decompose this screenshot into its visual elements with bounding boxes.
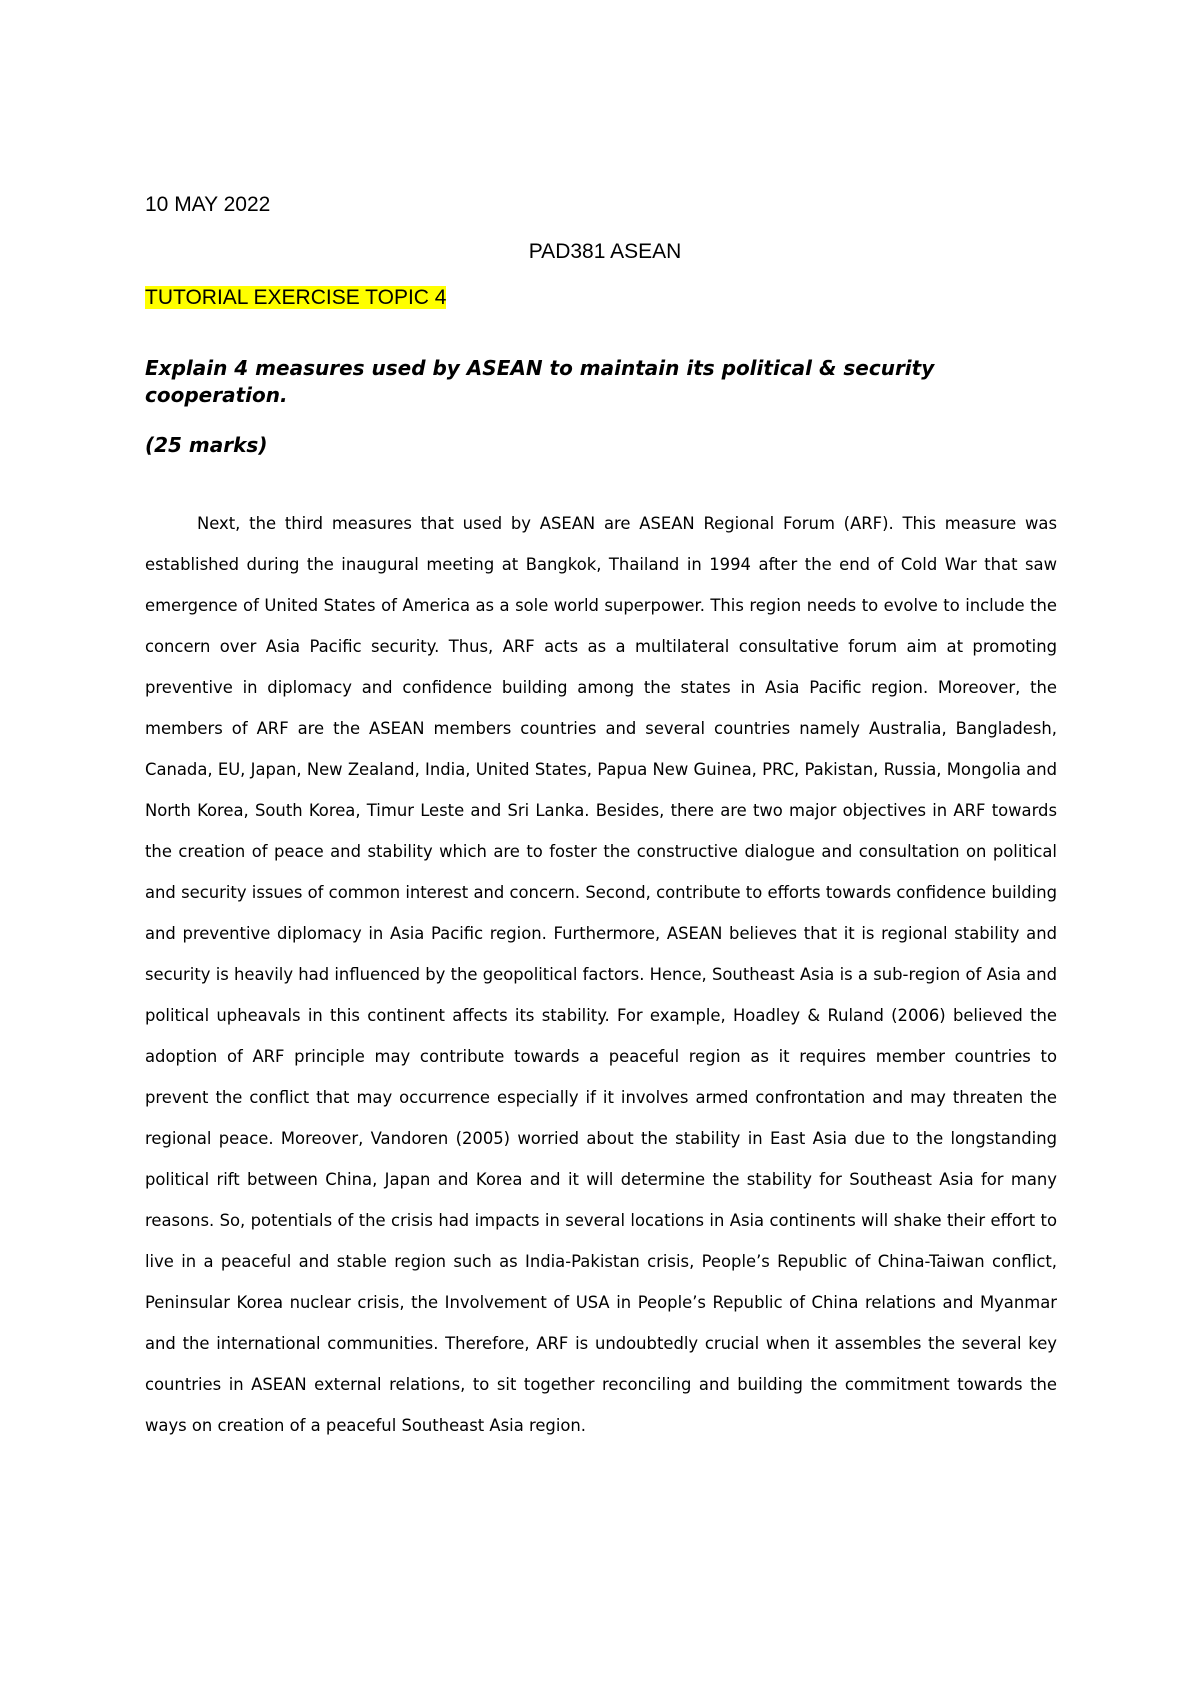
answer-paragraph: Next, the third measures that used by ASEAN are ASEAN Regional Forum (ARF). This measure was established during the inaugural meeting at Bangkok, Thailand in 1994 after the end of Cold War that saw emergence of United States of America as a sole world superpower. This region needs to evolve to include the concern over Asia Pacific security. Thus, ARF acts as a multilateral consultative forum aim at promoting preventive in diplomacy and confidence building among the states in Asia Pacific region. Moreover, the members of ARF are the ASEAN members countries and several countries namely Australia, Bangladesh, Canada, EU, Japan, New Zealand, India, United States, Papua New Guinea, PRC, Pakistan, Russia, Mongolia and North Korea, South Korea, Timur Leste and Sri Lanka. Besides, there are two major objectives in ARF towards the creation of peace and stability which are to foster the constructive dialogue and consultation on political and security issues of common interest and concern. Second, contribute to efforts towards confidence building and preventive diplomacy in Asia Pacific region. Furthermore, ASEAN believes that it is regional stability and security is heavily had influenced by the geopolitical factors. Hence, Southeast Asia is a sub-region of Asia and political upheavals in this continent affects its stability. For example, Hoadley & Ruland (2006) believed the adoption of ARF principle may contribute towards a peaceful region as it requires member countries to prevent the conflict that may occurrence especially if it involves armed confrontation and may threaten the regional peace. Moreover, Vandoren (2005) worried about the stability in East Asia due to the longstanding political rift between China, Japan and Korea and it will determine the stability for Southeast Asia for many reasons. So, potentials of the crisis had impacts in several locations in Asia continents will shake their effort to live in a peaceful and stable region such as India-Pakistan crisis, People’s Republic of China-Taiwan conflict, Peninsular Korea nuclear crisis, the Involvement of USA in People’s Republic of China relations and Myanmar and the international communities. Therefore, ARF is undoubtedly crucial when it assembles the several key countries in ASEAN external relations, to sit together reconciling and building the commitment towards the ways on creation of a peaceful Southeast Asia region.: [145, 514, 1057, 1435]
course-title-text: PAD381 ASEAN: [528, 240, 682, 263]
tutorial-heading: [145, 285, 446, 311]
marks-label: (25 marks): [145, 433, 268, 457]
course-title: [0, 239, 1200, 265]
tutorial-heading-highlight: TUTORIAL EXERCISE TOPIC 4: [145, 286, 447, 309]
document-date: 10 MAY 2022: [145, 193, 271, 216]
question-text: Explain 4 measures used by ASEAN to maintain its political & security cooperation.: [145, 356, 935, 407]
